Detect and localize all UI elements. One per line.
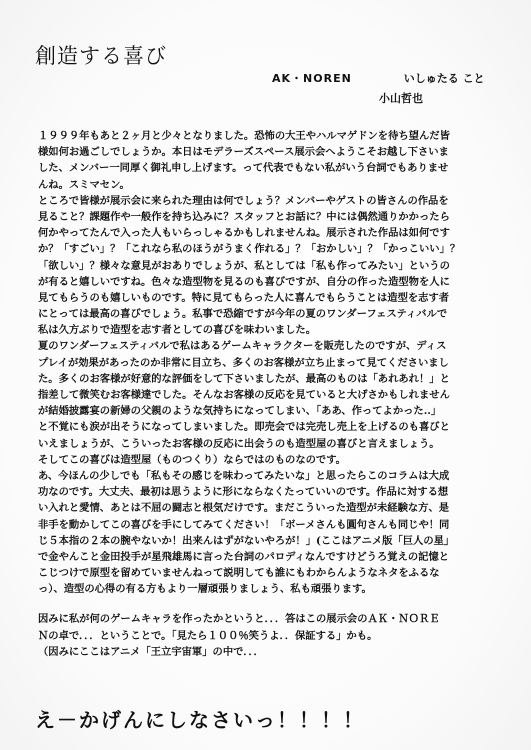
- author-line: [272, 70, 485, 86]
- body-line: （因みにここはアニメ「王立宇宙軍」の中で．．．: [38, 645, 264, 658]
- body-line: こじつけで原型を留めていませんねって説明しても誰にもわからんようなネタをふるな: [38, 567, 440, 580]
- body-line: した、メンバー一同厚く御礼申し上げます。って代表でもない私がいう台詞でもありませ: [38, 162, 449, 175]
- body-line: で金やんこと金田投手が星飛雄馬に言った台詞のパロディなんですけどうろ覚えの記憶と: [38, 550, 450, 563]
- body-line: た。多くのお客様が好意的な評価をして下さいましたが、最高のものは「あれあれ！」と: [38, 372, 450, 385]
- body-line: 何かやってたんで入った人もいらっしゃるかもしれませんね。展示された作品は如何です: [38, 227, 450, 240]
- pen-name: いしゅたる こと: [403, 72, 485, 85]
- body-line: が結婚披露宴の新婦の父親のような気持ちになってしまい、「ああ、作ってよかった..」: [38, 405, 442, 418]
- body-line: いえましょうが、こういったお客様の反応に出会うのも造型屋の喜びと言えましょう。: [38, 437, 440, 450]
- body-line: あ、今ほんの少しでも「私もその感じを味わってみたいな」と思ったらこのコラムは大成: [38, 469, 450, 482]
- body-line: プレイが効果があったのか非常に目立ち、多くのお客様が立ち止まって見てくださいまし: [38, 356, 449, 369]
- body-line: １９９９年もあと２ヶ月と少々となりました。恐怖の大王やハルマゲドンを待ち望んだ皆: [38, 130, 450, 142]
- body-line: Ｎの卓で．．．ということで。「見たら１００％笑うよ．．保証する」かも。: [38, 629, 378, 642]
- body-line: 見ること？課題作や一般作を持ち込みに？スタッフとお話に？中には偶然通りかかったら: [38, 210, 450, 223]
- body-line: い入れと愛情、あとは不屈の闘志と根気だけです。まだこういった造型が未経験な方、是: [38, 502, 450, 515]
- body-line: 功なのです。大丈夫、最初は思うように形にならなくたっていいのです。作品に対する想: [38, 486, 449, 499]
- body-line: そしてこの喜びは造型屋（ものつくり）ならではのものなのです。: [38, 453, 346, 466]
- body-line: 指差して微笑むお客様達でした。そんなお客様の反応を見ていると大げさかもしれません: [38, 389, 450, 401]
- body-line: じ５本指の２本の腕やないか！出来んはずがないやろが！」(ここはアニメ版「巨人の星」: [38, 534, 455, 547]
- author-real-name: 小山哲也: [379, 92, 423, 105]
- body-line: と不覚にも涙が出そうになってしまいました。即売会では完売し売上を上げるのも喜びと: [38, 421, 450, 434]
- body-line: か？「すごい」？「これなら私のほうがうまく作れる」？「おかしい」？「かっこいい」？: [38, 243, 461, 256]
- body-line: 非手を動かしてこの喜びを手にしてみてください！「ボーメさんも圓句さんも同じや！同: [38, 518, 450, 531]
- body-line: ところで皆様が展示会に来られた理由は何でしょう？メンバーやゲストの皆さんの作品を: [38, 194, 449, 207]
- body-line: 「欲しい」？様々な意見がおありでしょうが、私としては「私も作ってみたい」というの: [38, 259, 450, 272]
- body-line: んね。スミマセン。: [38, 178, 130, 191]
- paragraph-gap: [38, 597, 498, 611]
- body-line: にとっては最高の喜びでしょう。私事で恐縮ですが今年の夏のワンダーフェスティバルで: [38, 308, 448, 321]
- body-line: 私は久方ぶりで造型を志す者としての喜びを味わいました。: [38, 324, 317, 337]
- article-body: [38, 128, 498, 660]
- circle-name: AK・NOREN: [272, 72, 352, 85]
- body-line: 因みに私が何のゲームキャラを作ったかというと．．．答はこの展示会のＡＫ・ＮＯＲＥ: [38, 613, 440, 626]
- body-line: 様如何お過ごしでしょうか。本日はモデラーズスペース展示会へようこそお越し下さいま: [38, 146, 449, 159]
- body-line: っ）、造型の心得の有る方もより一層頑張りましょう、私も頑張ります。: [38, 583, 372, 596]
- closing-exclamation: え－かげんにしなさいっ！！！！: [35, 708, 365, 732]
- article-title: 創造する喜び: [35, 44, 167, 68]
- body-line: が有ると嬉しいですね。色々な造型物を見るのも喜びですが、自分の作った造型物を人に: [38, 275, 450, 288]
- body-line: 見てもらうのも嬉しいものです。特に見てもらった人に喜んでもらうことは造型を志す者: [38, 291, 450, 304]
- body-line: 夏のワンダーフェスティバルで私はあるゲームキャラクターを販売したのですが、ディス: [38, 340, 447, 353]
